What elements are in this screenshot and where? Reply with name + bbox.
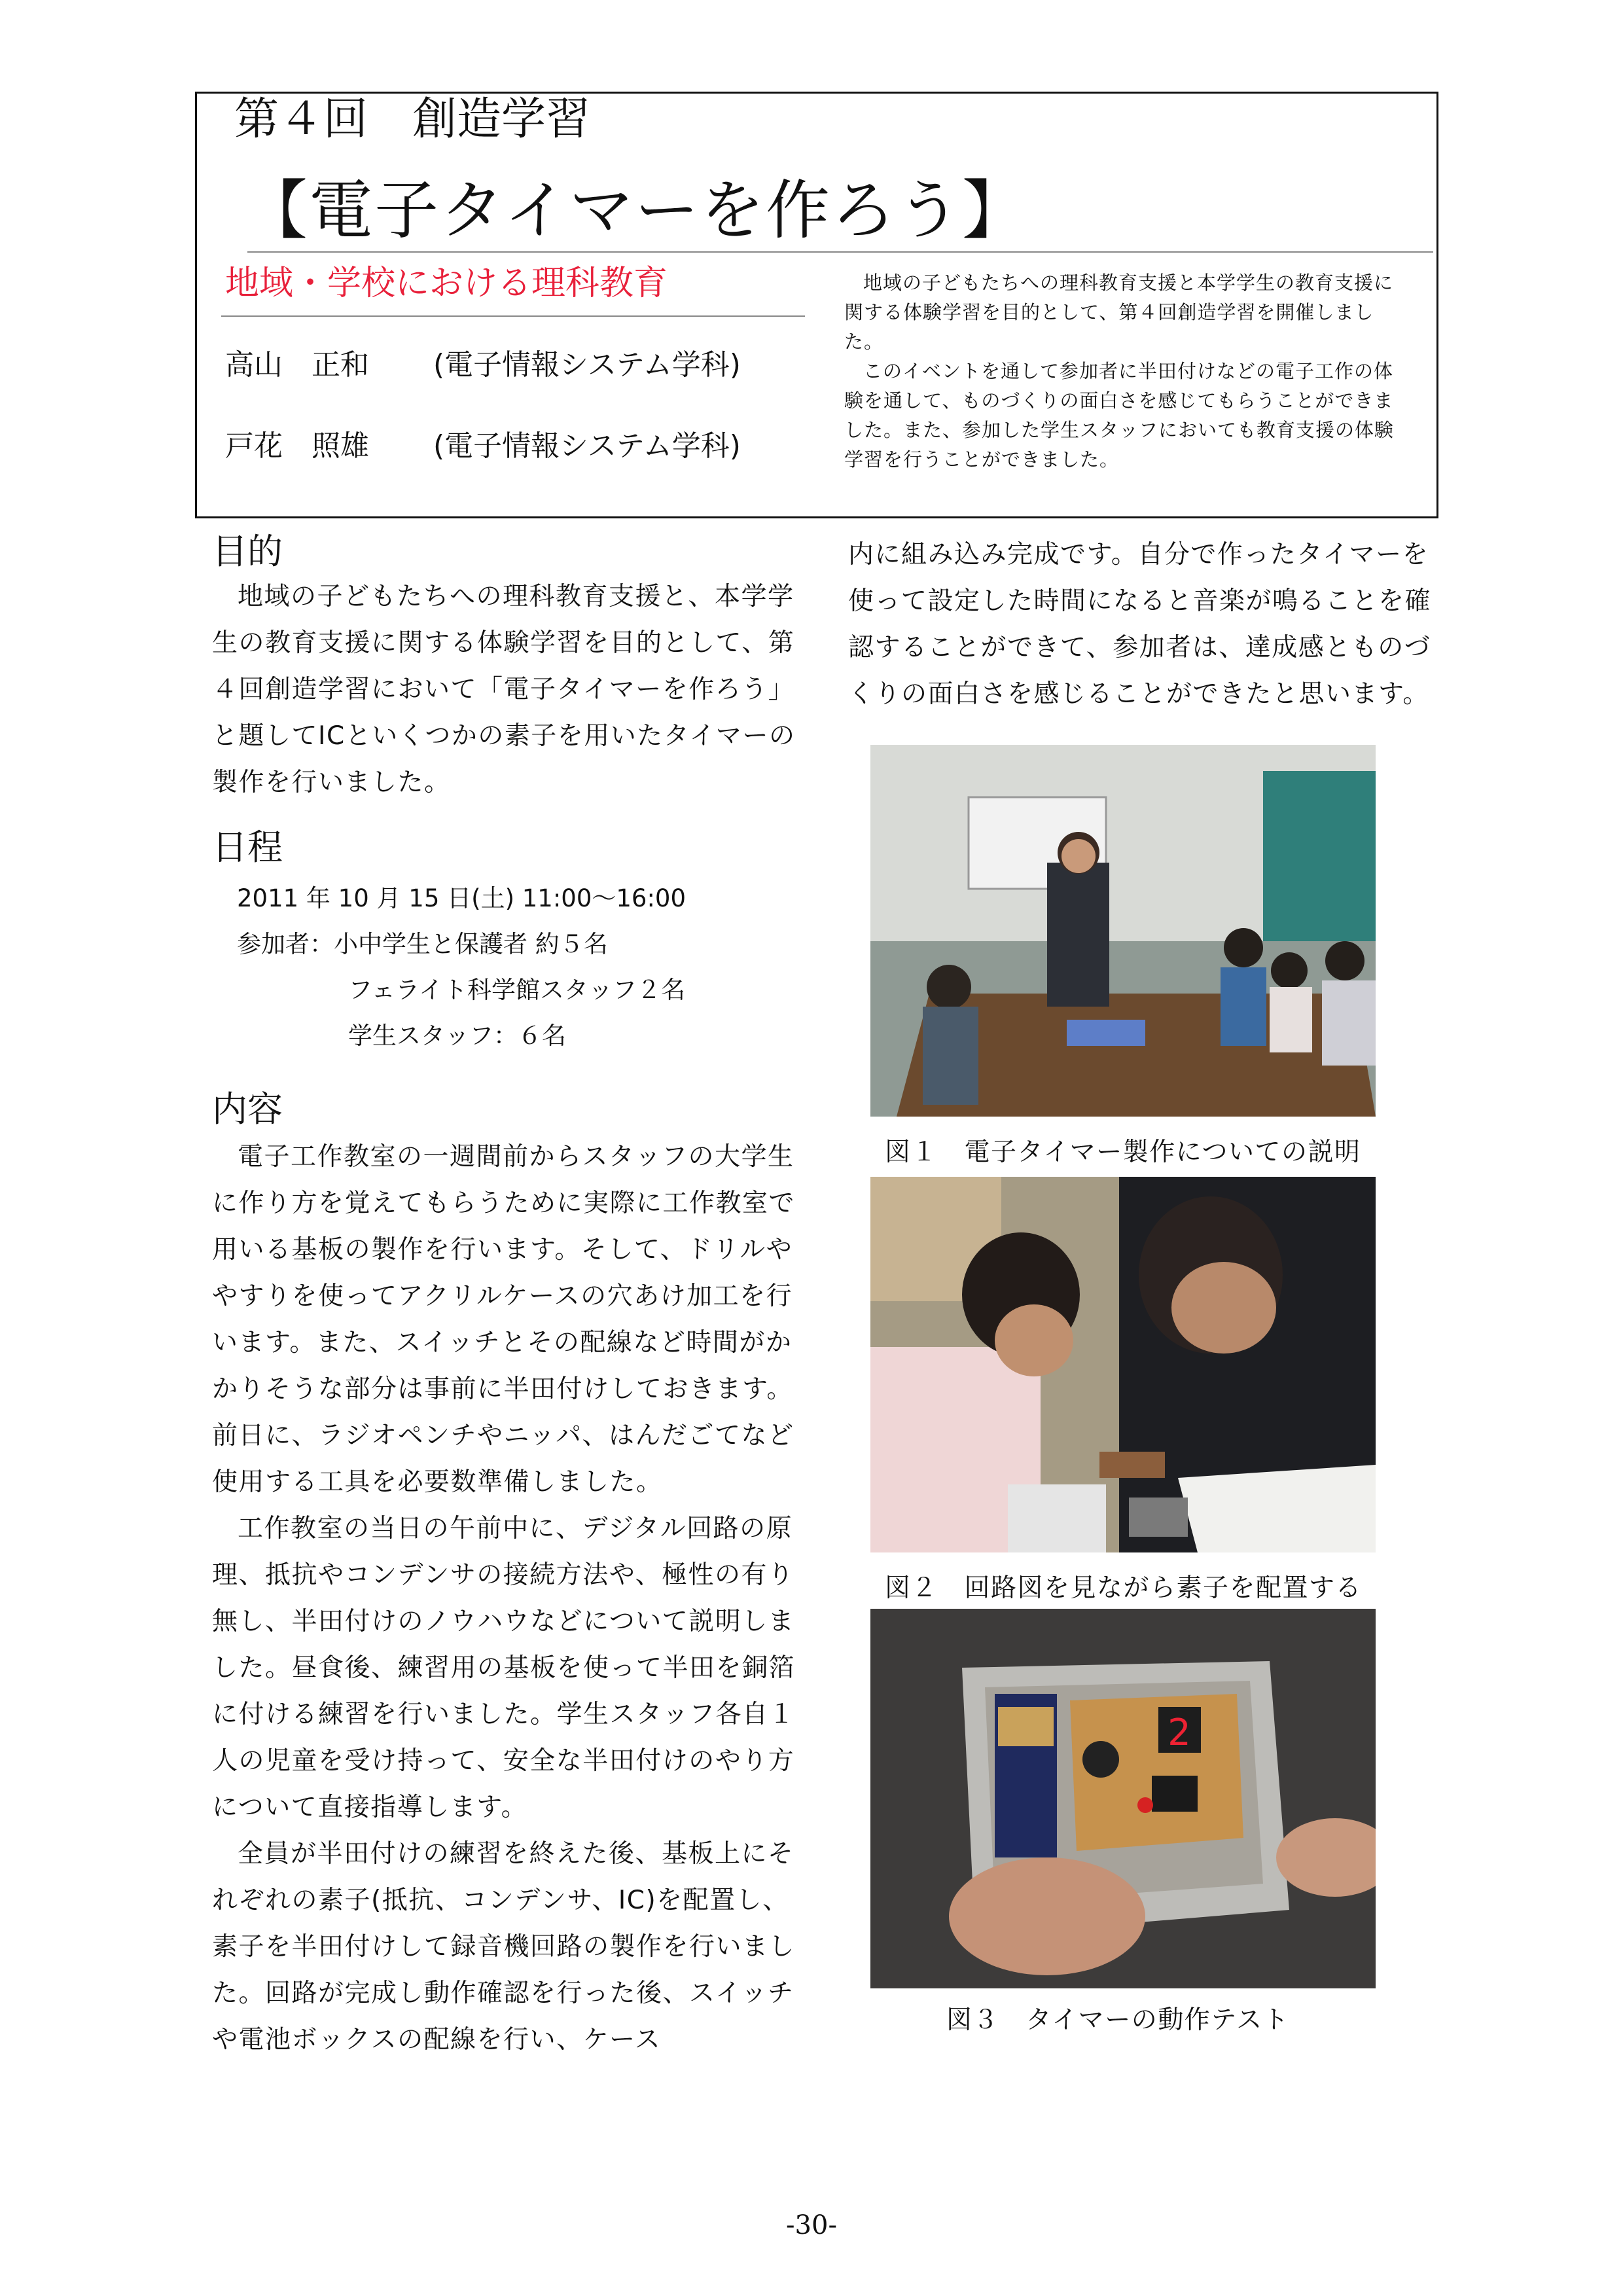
content-paragraph: 全員が半田付けの練習を終えた後、基板上にそれぞれの素子(抵抗、コンデンサ、IC)を配置し、素子を半田付けして録音機回路の製作を行いました。回路が完成し動作確認を行った後、スイッチや電池ボックスの配線を行い、ケース — [212, 1839, 796, 2054]
svg-text:2: 2 — [1168, 1712, 1191, 1754]
participants-label: 参加者： — [237, 930, 334, 958]
schedule-participants — [237, 922, 686, 967]
content-continuation — [848, 531, 1437, 717]
section-heading-schedule: 日程 — [212, 827, 283, 868]
figure-1-caption: 図１ 電子タイマー製作についての説明 — [885, 1138, 1361, 1167]
page-number: -30- — [786, 2210, 837, 2240]
series-title: 第４回 創造学習 — [234, 94, 591, 145]
abstract-paragraph: このイベントを通して参加者に半田付けなどの電子工作の体験を通して、ものづくりの面白さを感じてもらうことができました。また、参加した学生スタッフにおいても教育支援の体験学習を行うことができました。 — [844, 360, 1395, 471]
participant-entry: 小中学生と保護者 約５名 — [334, 930, 608, 958]
subtitle: 地域・学校における理科教育 — [225, 264, 668, 303]
figure-2-illustration — [870, 1177, 1376, 1552]
figure-3-illustration — [870, 1609, 1376, 1988]
figure-2-caption: 図２ 回路図を見ながら素子を配置する — [885, 1573, 1363, 1603]
purpose-paragraph: 地域の子どもたちへの理科教育支援と、本学学生の教育支援に関する体験学習を目的として、第４回創造学習において「電子タイマーを作ろう」と題してICといくつかの素子を用いたタイマーの製作を行いました。 — [212, 582, 796, 797]
author-2 — [225, 427, 741, 466]
participant-entry: 学生スタッフ：６名 — [348, 1022, 566, 1050]
schedule-date: 2011 年 10 月 15 日(土) 11:00～16:00 — [237, 884, 687, 912]
content-continuation-paragraph: 内に組み込み完成です。自分で作ったタイマーを使って設定した時間になると音楽が鳴ることを確認することができて、参加者は、達成感とものづくりの面白さを感じることができたと思います。 — [848, 540, 1432, 709]
author-name: 戸花 照雄 — [225, 429, 369, 463]
abstract — [844, 268, 1407, 475]
figure-2-photo — [870, 1177, 1376, 1552]
section-heading-purpose: 目的 — [212, 531, 283, 572]
title-divider — [247, 251, 1433, 253]
content-paragraph: 工作教室の当日の午前中に、デジタル回路の原理、抵抗やコンデンサの接続方法や、極性の有り無し、半田付けのノウハウなどについて説明しました。昼食後、練習用の基板を使って半田を銅箔に付ける練習を行いました。学生スタッフ各自１人の児童を受け持って、安全な半田付けのやり方について直接指導します。 — [212, 1514, 796, 1822]
schedule-details — [237, 876, 686, 1059]
content-body — [212, 1134, 801, 2063]
figure-1-photo — [870, 745, 1376, 1117]
purpose-body — [212, 573, 801, 806]
content-paragraph: 電子工作教室の一週間前からスタッフの大学生に作り方を覚えてもらうために実際に工作教室で用いる基板の製作を行います。そして、ドリルややすりを使ってアクリルケースの穴あけ加工を行います。また、スイッチとその配線など時間がかかりそうな部分は事前に半田付けしておきます。前日に、ラジオペンチやニッパ、はんだごてなど使用する工具を必要数準備しました。 — [212, 1142, 796, 1497]
participant-entry: フェライト科学館スタッフ２名 — [348, 976, 686, 1004]
section-heading-content: 内容 — [212, 1088, 283, 1130]
figure-3-caption: 図３ タイマーの動作テスト — [946, 2005, 1290, 2035]
main-title: 【電子タイマーを作ろう】 — [243, 173, 1028, 248]
subtitle-divider — [221, 315, 805, 317]
author-name: 高山 正和 — [225, 348, 369, 382]
author-dept: (電子情報システム学科) — [433, 429, 741, 463]
figure-1-illustration — [870, 745, 1376, 1117]
author-1 — [225, 346, 741, 385]
figure-3-photo — [870, 1609, 1376, 1988]
author-dept: (電子情報システム学科) — [433, 348, 741, 382]
abstract-paragraph: 地域の子どもたちへの理科教育支援と本学学生の教育支援に関する体験学習を目的として、第４回創造学習を開催しました。 — [844, 272, 1394, 353]
